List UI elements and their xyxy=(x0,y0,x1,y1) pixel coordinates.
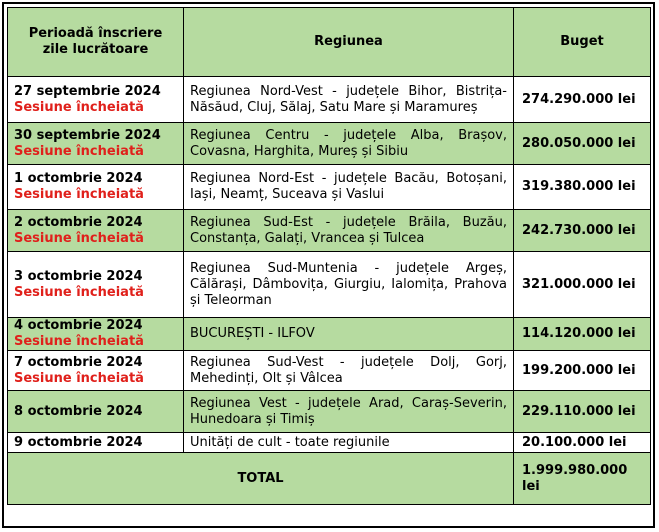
cell-region: BUCUREȘTI - ILFOV xyxy=(184,318,514,351)
cell-budget: 199.200.000 lei xyxy=(514,351,651,391)
total-budget: 1.999.980.000 lei xyxy=(514,453,651,505)
date-text: 8 octombrie 2024 xyxy=(14,403,143,419)
table-row xyxy=(8,165,651,210)
budget-table xyxy=(7,7,651,505)
session-status: Sesiune încheiată xyxy=(14,334,144,349)
cell-budget: 229.110.000 lei xyxy=(514,391,651,433)
cell-budget: 114.120.000 lei xyxy=(514,318,651,351)
cell-region: Unități de cult - toate regiunile xyxy=(184,433,514,453)
cell-date xyxy=(8,77,184,123)
session-status: Sesiune încheiată xyxy=(14,370,144,386)
table-row xyxy=(8,252,651,318)
date-text: 27 septembrie 2024 xyxy=(14,83,161,99)
cell-region: Regiunea Vest - județele Arad, Caraș-Severin, Hunedoara și Timiș xyxy=(184,391,514,433)
cell-date xyxy=(8,123,184,165)
cell-budget: 319.380.000 lei xyxy=(514,165,651,210)
table-row xyxy=(8,77,651,123)
date-text: 3 octombrie 2024 xyxy=(14,268,143,284)
cell-budget: 321.000.000 lei xyxy=(514,252,651,318)
date-text: 9 octombrie 2024 xyxy=(14,434,143,450)
cell-date xyxy=(8,252,184,318)
cell-date xyxy=(8,433,184,453)
cell-region: Regiunea Sud-Est - județele Brăila, Buzău, Constanța, Galați, Vrancea și Tulcea xyxy=(184,210,514,252)
session-status: Sesiune încheiată xyxy=(14,230,144,246)
table-row xyxy=(8,123,651,165)
date-text: 4 octombrie 2024 xyxy=(14,318,143,333)
cell-budget: 20.100.000 lei xyxy=(514,433,651,453)
table-row xyxy=(8,351,651,391)
cell-date xyxy=(8,165,184,210)
date-text: 30 septembrie 2024 xyxy=(14,127,161,143)
cell-region: Regiunea Nord-Est - județele Bacău, Botoșani, Iași, Neamț, Suceava și Vaslui xyxy=(184,165,514,210)
cell-region: Regiunea Centru - județele Alba, Brașov, Covasna, Harghita, Mureș și Sibiu xyxy=(184,123,514,165)
table-row xyxy=(8,210,651,252)
table-row xyxy=(8,318,651,351)
session-status: Sesiune încheiată xyxy=(14,284,144,300)
date-text: 7 octombrie 2024 xyxy=(14,354,143,370)
date-text: 1 octombrie 2024 xyxy=(14,171,143,186)
header-period: Perioadă înscriere zile lucrătoare xyxy=(8,8,184,77)
cell-budget: 274.290.000 lei xyxy=(514,77,651,123)
cell-region: Regiunea Sud-Vest - județele Dolj, Gorj, Mehedinți, Olt și Vâlcea xyxy=(184,351,514,391)
cell-date xyxy=(8,351,184,391)
header-budget: Buget xyxy=(514,8,651,77)
session-status: Sesiune încheiată xyxy=(14,187,144,202)
total-label: TOTAL xyxy=(8,453,514,505)
cell-date xyxy=(8,391,184,433)
session-status: Sesiune încheiată xyxy=(14,143,144,159)
cell-date xyxy=(8,210,184,252)
session-status: Sesiune încheiată xyxy=(14,99,144,115)
total-row xyxy=(8,453,651,505)
date-text: 2 octombrie 2024 xyxy=(14,214,143,230)
cell-region: Regiunea Nord-Vest - județele Bihor, Bistrița-Năsăud, Cluj, Sălaj, Satu Mare și Maramureș xyxy=(184,77,514,123)
header-region: Regiunea xyxy=(184,8,514,77)
cell-region: Regiunea Sud-Muntenia - județele Argeș, Călărași, Dâmbovița, Giurgiu, Ialomița, Prahova și Teleorman xyxy=(184,252,514,318)
table-row xyxy=(8,433,651,453)
cell-budget: 280.050.000 lei xyxy=(514,123,651,165)
cell-budget: 242.730.000 lei xyxy=(514,210,651,252)
table-row xyxy=(8,391,651,433)
cell-date xyxy=(8,318,184,351)
